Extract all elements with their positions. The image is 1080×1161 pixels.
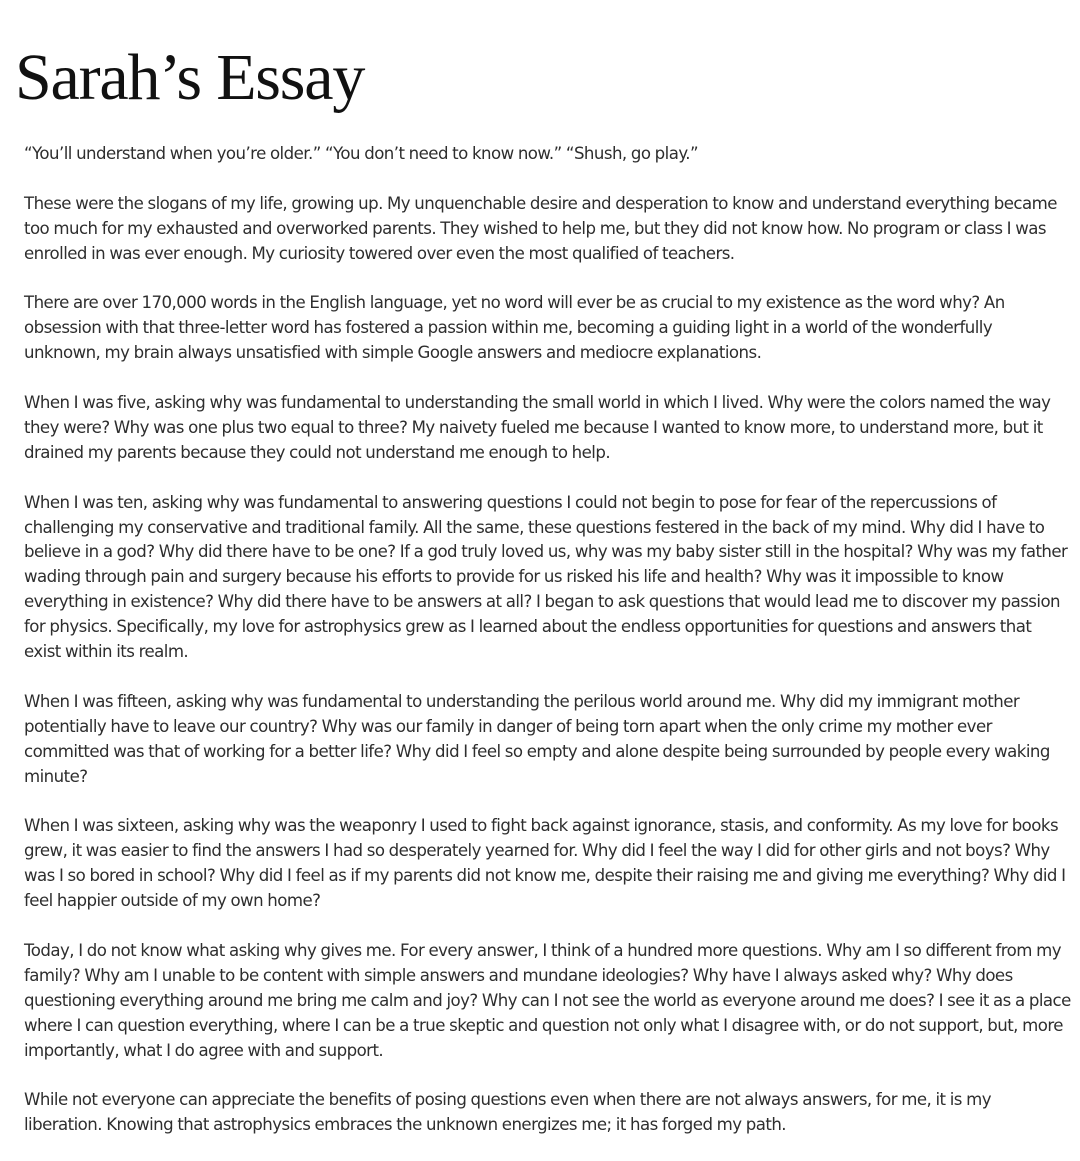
essay-paragraph-6: When I was fifteen, asking why was fundamental to understanding the perilous world around me. Why did my immigrant mother potentially have to leave our country? Why was our family in danger of being torn apart when the only crime my mother ever committed was that of working for a better life? Why did I feel so empty and alone despite being surrounded by people every waking minute? <box>24 691 1050 786</box>
essay-paragraph-7: When I was sixteen, asking why was the weaponry I used to fight back against ignorance, stasis, and conformity. As my love for books grew, it was easier to find the answers I had so desperately yearned for. Why did I feel the way I did for other girls and not boys? Why was I so bored in school? Why did I feel as if my parents did not know me, despite their raising me and giving me everything? Why did I feel happier outside of my own home? <box>24 816 1066 911</box>
essay-paragraph-5: When I was ten, asking why was fundamental to answering questions I could not begin to pose for fear of the repercussions of challenging my conservative and traditional family. All the same, these questions festered in the back of my mind. Why did I have to believe in a god? Why did there have to be one? If a god truly loved us, why was my baby sister still in the hospital? Why was my father wading through pain and surgery because his efforts to provide for us risked his life and health? Why was it impossible to know everything in existence? Why did there have to be answers at all? I began to ask questions that would lead me to discover my passion for physics. Specifically, my love for astrophysics grew as I learned about the endless opportunities for questions and answers that exist within its realm. <box>24 492 1068 662</box>
essay-paragraph-1: “You’ll understand when you’re older.” “You don’t need to know now.” “Shush, go play.” <box>24 144 699 163</box>
essay-paragraph-4: When I was five, asking why was fundamental to understanding the small world in which I lived. Why were the colors named the way they were? Why was one plus two equal to three? My naivety fueled me because I wanted to know more, to understand more, but it drained my parents because they could not understand me enough to help. <box>24 393 1051 462</box>
essay-body <box>24 142 1072 1138</box>
essay-paragraph-2: These were the slogans of my life, growing up. My unquenchable desire and desperation to know and understand everything became too much for my exhausted and overworked parents. They wished to help me, but they did not know how. No program or class I was enrolled in was ever enough. My curiosity towered over even the most qualified of teachers. <box>24 193 1057 263</box>
essay-paragraph-8: Today, I do not know what asking why gives me. For every answer, I think of a hundred more questions. Why am I so different from my family? Why am I unable to be content with simple answers and mundane ideologies? Why have I always asked why? Why does questioning everything around me bring me calm and joy? Why can I not see the world as everyone around me does? I see it as a place where I can question everything, where I can be a true skeptic and question not only what I disagree with, or do not support, but, more importantly, what I do agree with and support. <box>24 940 1071 1060</box>
page-title: Sarah’s Essay <box>15 41 365 114</box>
essay-paragraph-3: There are over 170,000 words in the English language, yet no word will ever be as crucial to my existence as the word why? An obsession with that three-letter word has fostered a passion within me, becoming a guiding light in a world of the wonderfully unknown, my brain always unsatisfied with simple Google answers and mediocre explanations. <box>24 293 1005 363</box>
essay-paragraph-9: While not everyone can appreciate the benefits of posing questions even when there are not always answers, for me, it is my liberation. Knowing that astrophysics embraces the unknown energizes me; it has forged my path. <box>24 1090 991 1135</box>
